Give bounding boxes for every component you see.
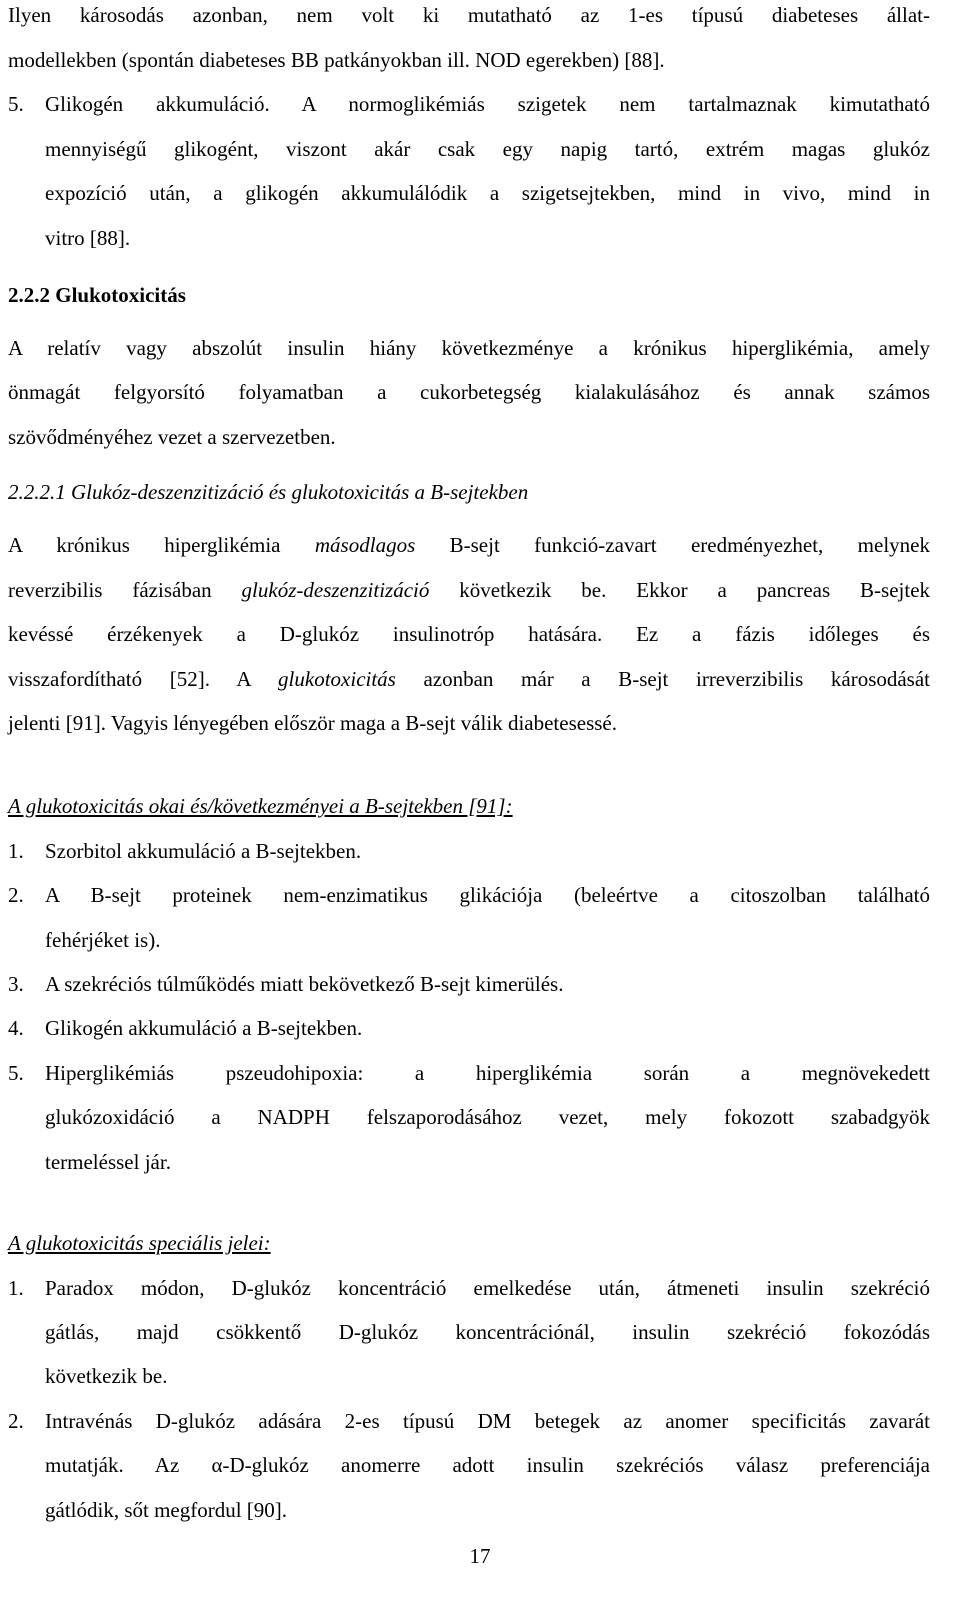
list-item-line: glukózoxidáció a NADPH felszaporodásához vezet, mely fokozott szabadgyök: [45, 1105, 930, 1129]
page-number: 17: [469, 1544, 491, 1568]
list-item-line: következik be.: [45, 1364, 168, 1388]
list-item-line: gátlás, majd csökkentő D-glukóz koncentrációnál, insulin szekréció fokozódás: [45, 1320, 930, 1344]
text-run: reverzibilis fázisában: [8, 578, 212, 602]
text-run: azonban már a B-sejt irreverzibilis károsodását: [423, 667, 931, 691]
body-text-line: [8, 666, 930, 692]
list-number: 5.: [8, 92, 24, 116]
list-number: 4.: [8, 1016, 24, 1040]
list-item-line: expozíció után, a glikogén akkumulálódik a szigetsejtekben, mind in vivo, mind in: [45, 181, 930, 205]
list-number: 1.: [8, 1276, 24, 1300]
body-text-line: [8, 532, 930, 558]
list-item-line: A szekréciós túlműködés miatt bekövetkező B-sejt kimerülés.: [45, 972, 564, 996]
list-number: 1.: [8, 839, 24, 863]
body-text-line: [8, 577, 930, 603]
list-item-line: fehérjéket is).: [45, 928, 161, 952]
list-item-line: Szorbitol akkumuláció a B-sejtekben.: [45, 839, 362, 863]
italic-term: glukotoxicitás: [278, 667, 396, 691]
body-text-line: önmagát felgyorsító folyamatban a cukorbetegség kialakulásához és annak számos: [8, 380, 930, 404]
text-run: visszafordítható [52]. A: [8, 667, 251, 691]
subsection-heading: 2.2.2.1 Glukóz-deszenzitizáció és glukotoxicitás a B-sejtekben: [8, 480, 529, 504]
list-item-line: gátlódik, sőt megfordul [90].: [45, 1498, 288, 1522]
body-text-line: szövődményéhez vezet a szervezetben.: [8, 425, 336, 449]
italic-term: glukóz-deszenzitizáció: [241, 578, 430, 602]
text-run: következik be. Ekkor a pancreas B-sejtek: [459, 578, 931, 602]
body-text-line: modellekben (spontán diabeteses BB patkányokban ill. NOD egerekben) [88].: [8, 48, 665, 72]
list-number: 2.: [8, 1409, 24, 1433]
list-item-line: Intravénás D-glukóz adására 2-es típusú DM betegek az anomer specificitás zavarát: [45, 1409, 930, 1433]
list-item-line: termeléssel jár.: [45, 1150, 171, 1174]
list-number: 2.: [8, 883, 24, 907]
list-number: 5.: [8, 1061, 24, 1085]
text-run: B-sejt funkció-zavart eredményezhet, melynek: [449, 533, 930, 557]
list-item-line: Paradox módon, D-glukóz koncentráció emelkedése után, átmeneti insulin szekréció: [45, 1276, 930, 1300]
list-item-line: vitro [88].: [45, 226, 131, 250]
list-item-line: A B-sejt proteinek nem-enzimatikus glikációja (beleértve a citoszolban található: [45, 883, 930, 907]
list-item-line: Glikogén akkumuláció a B-sejtekben.: [45, 1016, 363, 1040]
text-run: A krónikus hiperglikémia: [8, 533, 281, 557]
body-text-line: kevéssé érzékenyek a D-glukóz insulinotróp hatására. Ez a fázis időleges és: [8, 622, 930, 646]
list-item-line: Glikogén akkumuláció. A normoglikémiás szigetek nem tartalmaznak kimutatható: [45, 92, 930, 116]
section-heading: 2.2.2 Glukotoxicitás: [8, 283, 186, 307]
italic-term: másodlagos: [314, 533, 416, 557]
list-item-line: mennyiségű glikogént, viszont akár csak egy napig tartó, extrém magas glukóz: [45, 137, 930, 161]
body-text-line: Ilyen károsodás azonban, nem volt ki mutatható az 1-es típusú diabeteses állat-: [8, 3, 930, 27]
body-text-line: A relatív vagy abszolút insulin hiány következménye a krónikus hiperglikémia, amely: [8, 336, 930, 360]
list-item-line: Hiperglikémiás pszeudohipoxia: a hiperglikémia során a megnövekedett: [45, 1061, 930, 1085]
list-item-line: mutatják. Az α-D-glukóz anomerre adott insulin szekréciós válasz preferenciája: [45, 1453, 930, 1477]
list-title: A glukotoxicitás speciális jelei:: [8, 1231, 271, 1255]
list-number: 3.: [8, 972, 24, 996]
body-text-line: jelenti [91]. Vagyis lényegében először maga a B-sejt válik diabetesessé.: [8, 711, 617, 735]
list-title: A glukotoxicitás okai és/következményei a B-sejtekben [91]:: [8, 794, 513, 818]
